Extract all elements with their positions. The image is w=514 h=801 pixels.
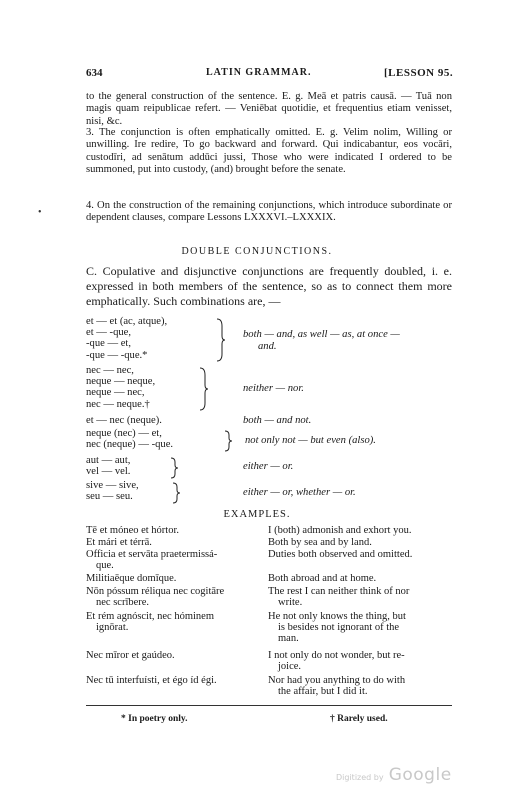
margin-bullet: •: [38, 207, 42, 218]
latin-line: Nōn póssum réliqua nec cogitāre: [86, 586, 225, 597]
english-line: Both by sea and by land.: [268, 537, 372, 548]
brace-icon: [172, 482, 181, 504]
latin-line: Nec mīror et gaúdeo.: [86, 650, 175, 661]
conjunction-pair: et — nec (neque).: [86, 415, 162, 426]
example-english: [268, 650, 454, 672]
conjunction-group-6: [86, 480, 139, 502]
example-latin: [86, 586, 258, 608]
conjunction-group-2: [86, 365, 155, 410]
section-title: DOUBLE CONJUNCTIONS.: [181, 246, 333, 257]
conjunction-group-4: [86, 428, 173, 450]
group-3-meaning: both — and not.: [243, 415, 312, 426]
english-line: Duties both observed and omitted.: [268, 549, 413, 560]
english-line: I (both) admonish and exhort you.: [268, 525, 412, 536]
latin-line: que.: [96, 560, 114, 571]
conjunction-pair: seu — seu.: [86, 491, 133, 503]
footnote-dagger: † Rarely used.: [330, 714, 388, 724]
latin-line: Officia et servāta praetermissá-: [86, 549, 218, 560]
google-watermark: [336, 765, 452, 785]
example-english: [268, 573, 454, 584]
latin-line: Et rém agnóscit, nec hóminem: [86, 611, 215, 622]
conjunction-pair: nec — nec,: [86, 365, 134, 376]
group-2-meaning: neither — nor.: [243, 383, 304, 394]
footnote-star: * In poetry only.: [121, 714, 188, 724]
example-latin: [86, 549, 258, 571]
latin-line: Et mári et térrā.: [86, 537, 152, 548]
conjunction-group-1: [86, 316, 167, 361]
example-latin: [86, 611, 258, 633]
latin-line: Nec tū interfuísti, et égo íd égi.: [86, 675, 217, 686]
english-line: joice.: [278, 661, 302, 672]
conjunction-pair: nec — neque.†: [86, 398, 150, 410]
group-6-meaning: either — or, whether — or.: [243, 487, 356, 498]
conjunction-group-5: [86, 455, 130, 477]
example-english: [268, 525, 454, 536]
english-line: is besides not ignorant of the: [278, 622, 400, 633]
conjunction-pair: -que — et,: [86, 338, 132, 350]
conjunction-pair: aut — aut,: [86, 455, 131, 466]
conjunction-pair: neque (nec) — et,: [86, 428, 162, 439]
brace-icon: [199, 367, 209, 411]
latin-line: ignōrat.: [96, 622, 129, 633]
example-latin: [86, 573, 258, 584]
paragraph-3: 3. The conjunction is often emphatically omitted. E. g. Velim nolim, Willing or unwilling. Ire redire, To go backward and forward. Qui indicabantur, eos vocāri, custodīri, ad senātum addūci jussi, Those who were indicated I ordered to be summoned, put into custody, (and) brought before the senate.: [86, 127, 452, 175]
example-latin: [86, 650, 258, 661]
english-line: the affair, but I did it.: [278, 686, 368, 697]
example-english: [268, 586, 454, 608]
group-4-meaning: not only not — but even (also).: [245, 435, 376, 446]
conjunction-group-3: [86, 415, 162, 426]
example-english: [268, 537, 454, 548]
conjunction-pair: vel — vel.: [86, 466, 131, 478]
group-1-meaning-cont: and.: [258, 341, 277, 352]
english-line: write.: [278, 597, 303, 608]
conjunction-pair: neque — nec,: [86, 387, 145, 399]
english-line: man.: [278, 633, 299, 644]
conjunction-pair: sive — sive,: [86, 480, 139, 491]
brace-icon: [170, 457, 179, 479]
latin-line: Tē et móneo et hórtor.: [86, 525, 180, 536]
english-line: Both abroad and at home.: [268, 573, 377, 584]
conjunction-pair: nec (neque) — -que.: [86, 439, 174, 451]
example-english: [268, 549, 454, 560]
conjunction-pair: neque — neque,: [86, 376, 156, 388]
english-line: I not only do not wonder, but re-: [268, 650, 405, 661]
examples-title: EXAMPLES.: [223, 509, 291, 520]
paragraph-continuation: to the general construction of the sentence. E. g. Meā et patris causā. — Tuā non magis quam reipublicae refert. — Veniēbat quotidie, et frequentius etiam venisset, nisi, &c.: [86, 91, 452, 127]
latin-line: nec scrībere.: [96, 597, 150, 608]
watermark-logo: Google: [388, 765, 452, 785]
example-latin: [86, 525, 258, 536]
english-line: He not only knows the thing, but: [268, 611, 406, 622]
latin-line: Militiaēque domīque.: [86, 573, 177, 584]
group-5-meaning: either — or.: [243, 461, 294, 472]
example-latin: [86, 537, 258, 548]
watermark-prefix: Digitized by: [336, 773, 384, 782]
footnote-divider: [86, 705, 452, 706]
example-english: [268, 675, 454, 697]
example-latin: [86, 675, 258, 686]
example-english: [268, 611, 454, 644]
intro-paragraph: C. Copulative and disjunctive conjunctions are frequently doubled, i. e. expressed in both members of the sentence, so as to connect them more emphatically. Such combinations are, —: [86, 264, 452, 308]
conjunction-pair: et — -que,: [86, 327, 132, 339]
conjunction-pair: -que — -que.*: [86, 349, 148, 361]
page-number: 634: [86, 67, 103, 79]
lesson-marker: [LESSON 95.: [384, 67, 454, 79]
english-line: Nor had you anything to do with: [268, 675, 406, 686]
group-1-meaning: both — and, as well — as, at once —: [243, 329, 400, 340]
paragraph-4: 4. On the construction of the remaining conjunctions, which introduce subordinate or dependent clauses, compare Lessons LXXXVI.–LXXXIX.: [86, 200, 452, 224]
english-line: The rest I can neither think of nor: [268, 586, 410, 597]
brace-icon: [216, 318, 226, 362]
conjunction-pair: et — et (ac, atque),: [86, 316, 168, 327]
brace-icon: [224, 430, 233, 452]
running-title: LATIN GRAMMAR.: [206, 67, 312, 78]
